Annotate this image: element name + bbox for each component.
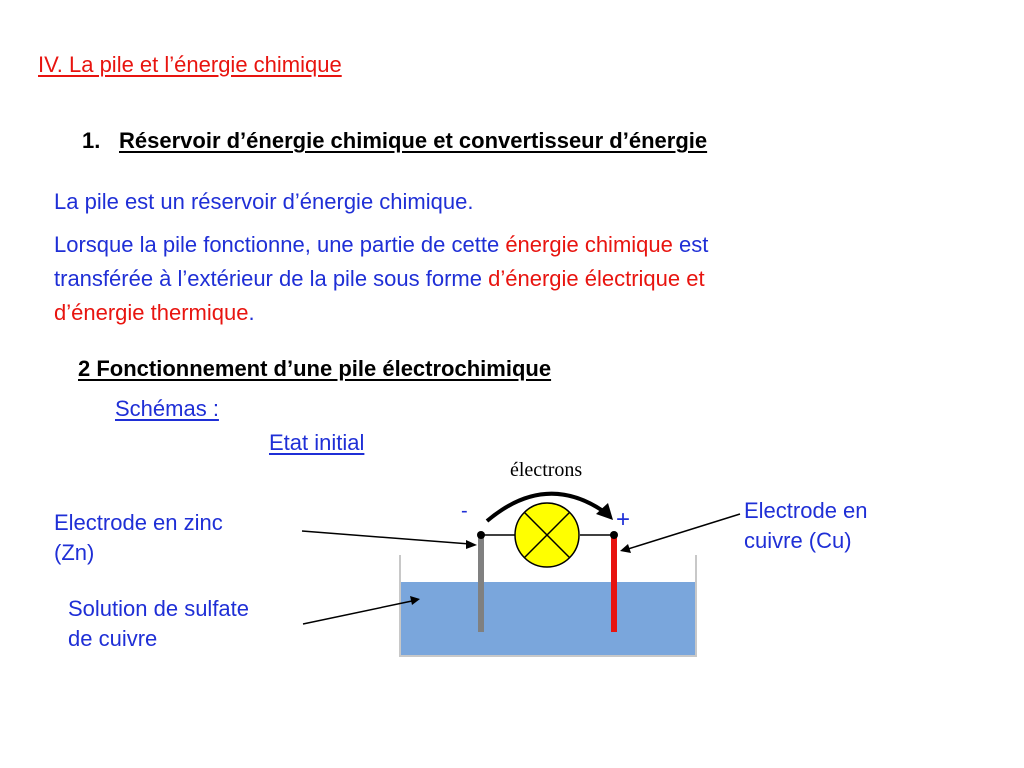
copper-electrode-label (744, 496, 868, 556)
highlight-electrical-energy: d’énergie électrique et (488, 266, 705, 291)
arrow-head-icon (596, 503, 613, 520)
page-title: IV. La pile et l’énergie chimique (38, 52, 342, 77)
copper-label-line-2: cuivre (Cu) (744, 528, 852, 553)
text-run: est (672, 232, 709, 257)
lamp-icon (515, 503, 579, 567)
initial-state-label: Etat initial (269, 430, 365, 455)
section-2-heading: 2 Fonctionnement d’une pile électrochimique (78, 356, 552, 381)
zinc-label-line-1: Electrode en zinc (54, 510, 223, 535)
solution-label-line-2: de cuivre (68, 626, 158, 651)
solution-label (68, 594, 249, 654)
text-run: transférée à l’extérieur de la pile sous forme (54, 266, 489, 291)
zinc-terminal (477, 531, 485, 539)
text-run: Lorsque la pile fonctionne, une partie de cette (54, 232, 506, 257)
minus-sign: - (461, 500, 468, 522)
solution-label-line-1: Solution de sulfate (68, 596, 250, 621)
zinc-label-line-2: (Zn) (54, 540, 95, 565)
zinc-electrode-label (54, 508, 223, 568)
pointer-zinc (302, 531, 477, 549)
text-run: . (248, 300, 255, 325)
highlight-chemical-energy: énergie chimique (505, 232, 673, 257)
section-1-title: Réservoir d’énergie chimique et convertisseur d’énergie (119, 128, 708, 153)
copper-label-line-1: Electrode en (744, 498, 868, 523)
copper-sulfate-solution (400, 582, 696, 656)
plus-sign: + (616, 506, 631, 533)
electrons-label: électrons (510, 459, 583, 481)
paragraph-1: La pile est un réservoir d’énergie chimique. (54, 189, 474, 214)
section-1-number: 1. (82, 128, 101, 153)
pointer-copper (620, 514, 740, 553)
schemas-label: Schémas : (115, 396, 219, 421)
highlight-thermal-energy: d’énergie thermique (54, 300, 249, 325)
